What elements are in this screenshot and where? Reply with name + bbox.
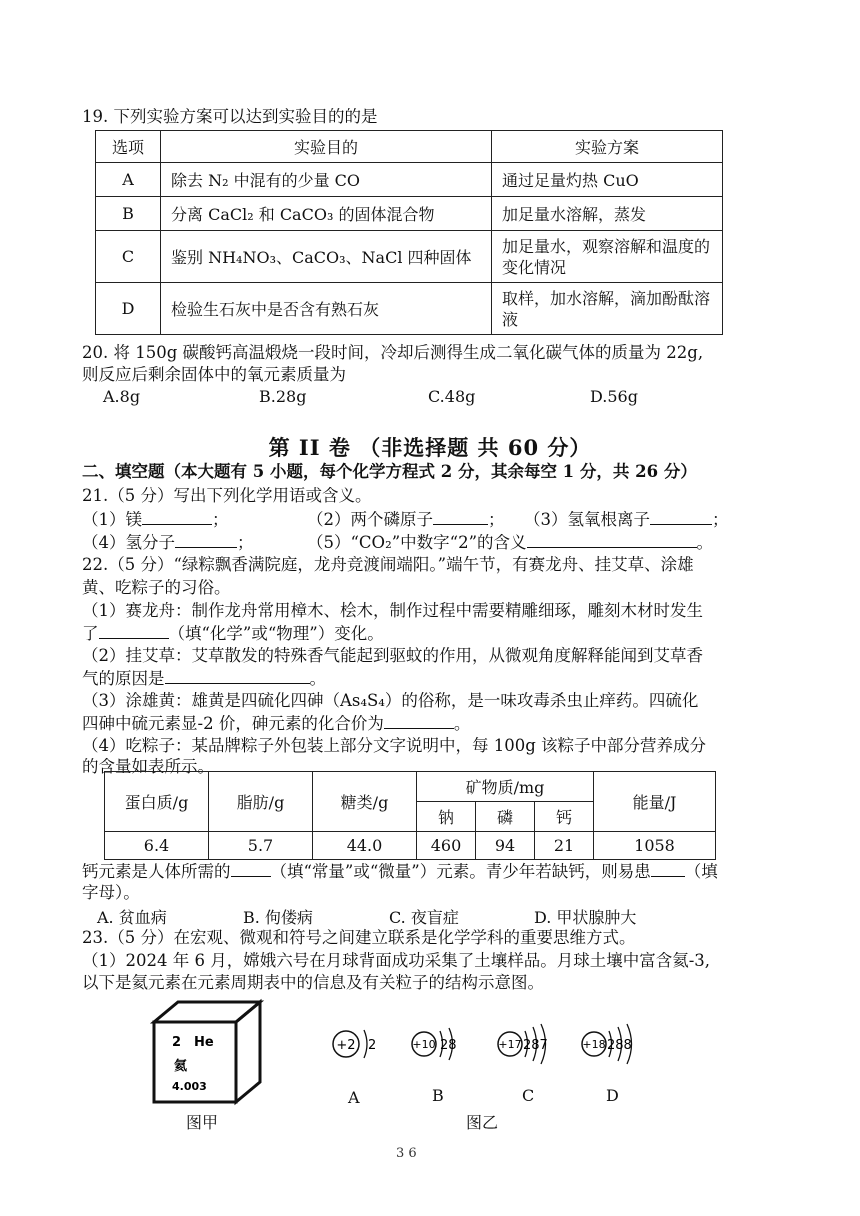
q20-stem-2: 则反应后剩余固体中的氧元素质量为 xyxy=(82,365,346,384)
q22-line-7: （3）涂雄黄：雄黄是四硫化四砷（As₄S₄）的俗称，是一味攻毒杀虫止痒药。四硫化 xyxy=(82,691,699,710)
answer-blank[interactable] xyxy=(384,712,454,729)
atom-label-c: C xyxy=(522,1086,535,1105)
atom-label-b: B xyxy=(432,1086,444,1105)
atom-label-d: D xyxy=(606,1086,619,1105)
svg-text:+17: +17 xyxy=(498,1038,522,1051)
q22-line-6: 气的原因是 。 xyxy=(82,669,326,688)
svg-text:+18: +18 xyxy=(582,1038,606,1051)
answer-blank[interactable] xyxy=(527,531,697,548)
atom-diagram-b xyxy=(410,1022,470,1066)
element-cube-figure xyxy=(150,998,266,1106)
q19-options-table xyxy=(95,130,723,335)
q20-choice-b: B.28g xyxy=(259,387,307,406)
table-header: 糖类/g xyxy=(313,772,417,832)
page-number: 3 6 xyxy=(396,1146,417,1161)
element-name: 氦 xyxy=(174,1059,188,1074)
answer-blank[interactable] xyxy=(165,667,310,684)
table-header: 钠 xyxy=(417,802,476,832)
q22-line-9: （4）吃粽子：某品牌粽子外包装上部分文字说明中，每 100g 该粽子中部分营养成分 xyxy=(82,736,707,755)
q22-choice-c: C. 夜盲症 xyxy=(389,908,459,927)
table-header: 磷 xyxy=(476,802,535,832)
table-header: 实验目的 xyxy=(161,131,492,163)
atom-diagram-a xyxy=(330,1022,390,1066)
q21-stem: 21.（5 分）写出下列化学用语或含义。 xyxy=(82,486,372,505)
table-header: 能量/J xyxy=(594,772,716,832)
element-number: 2 xyxy=(172,1035,182,1050)
q19-stem: 19. 下列实验方案可以达到实验目的的是 xyxy=(82,107,378,126)
figure-a-label: 图甲 xyxy=(186,1113,219,1132)
q22-line-2: 黄、吃粽子的习俗。 xyxy=(82,578,231,597)
q22-line-3: （1）赛龙舟：制作龙舟常用樟木、桧木，制作过程中需要精雕细琢，雕刻木材时发生 xyxy=(82,601,703,620)
table-header: 实验方案 xyxy=(492,131,723,163)
q22-line-1: 22.（5 分）“绿粽飘香满院庭，龙舟竞渡闹端阳。”端午节，有赛龙舟、挂艾草、涂雄 xyxy=(82,555,694,574)
svg-text:287: 287 xyxy=(523,1038,548,1053)
q22-line-4: 了 （填“化学”或“物理”）变化。 xyxy=(82,624,384,643)
answer-blank[interactable] xyxy=(433,508,488,525)
q22-line-11: 钙元素是人体所需的 （填“常量”或“微量”）元素。青少年若缺钙，则易患 （填 xyxy=(82,862,718,881)
q22-line-8: 四砷中硫元素显-2 价，砷元素的化合价为 。 xyxy=(82,714,471,733)
answer-blank[interactable] xyxy=(650,508,712,525)
q23-line-2: （1）2024 年 6 月，嫦娥六号在月球背面成功采集了土壤样品。月球土壤中富含氦-3, xyxy=(82,951,711,970)
answer-blank[interactable] xyxy=(99,622,169,639)
table-row: 6.4 5.7 44.0 460 94 21 1058 xyxy=(105,832,716,860)
atom-diagram-d xyxy=(580,1018,650,1066)
table-row: B 分离 CaCl₂ 和 CaCO₃ 的固体混合物 加足量水溶解，蒸发 xyxy=(96,197,723,231)
table-row: C 鉴别 NH₄NO₃、CaCO₃、NaCl 四种固体 加足量水，观察溶解和温度的变化情况 xyxy=(96,231,723,283)
table-header: 矿物质/mg xyxy=(417,772,594,802)
section-title: 第 II 卷 （非选择题 共 60 分） xyxy=(268,435,592,460)
table-header: 脂肪/g xyxy=(209,772,313,832)
q22-choice-d: D. 甲状腺肿大 xyxy=(534,908,637,927)
table-header: 选项 xyxy=(96,131,161,163)
q22-line-10: 的含量如表所示。 xyxy=(82,757,214,776)
figure-b-label: 图乙 xyxy=(466,1113,499,1132)
q20-stem-1: 20. 将 150g 碳酸钙高温煅烧一段时间，冷却后测得生成二氧化碳气体的质量为 22g, xyxy=(82,343,704,362)
nutrition-table xyxy=(104,771,716,860)
table-header: 钙 xyxy=(535,802,594,832)
q21-row-1: （1）镁 ； （2）两个磷原子 ； （3）氢氧根离子 ； xyxy=(82,510,729,529)
q22-line-5: （2）挂艾草：艾草散发的特殊香气能起到驱蚊的作用，从微观角度解释能闻到艾草香 xyxy=(82,646,703,665)
element-mass: 4.003 xyxy=(172,1080,207,1093)
svg-text:+2: +2 xyxy=(336,1038,356,1053)
q21-row-2: （4）氢分子 ； （5）“CO₂”中数字“2”的含义 。 xyxy=(82,533,714,552)
answer-blank[interactable] xyxy=(142,508,212,525)
atom-diagram-c xyxy=(496,1018,562,1066)
answer-blank[interactable] xyxy=(175,531,237,548)
svg-text:28: 28 xyxy=(440,1038,457,1053)
svg-text:2: 2 xyxy=(368,1038,377,1053)
q22-choice-b: B. 佝偻病 xyxy=(243,908,313,927)
q20-choice-d: D.56g xyxy=(590,387,638,406)
answer-blank[interactable] xyxy=(651,860,685,877)
q22-choice-a: A. 贫血病 xyxy=(97,908,167,927)
table-row: D 检验生石灰中是否含有熟石灰 取样，加水溶解，滴加酚酞溶液 xyxy=(96,283,723,335)
atom-label-a: A xyxy=(348,1088,360,1107)
q23-line-3: 以下是氦元素在元素周期表中的信息及有关粒子的结构示意图。 xyxy=(82,973,544,992)
svg-text:288: 288 xyxy=(607,1038,632,1053)
q23-line-1: 23.（5 分）在宏观、微观和符号之间建立联系是化学学科的重要思维方式。 xyxy=(82,928,636,947)
section-subtitle: 二、填空题（本大题有 5 小题，每个化学方程式 2 分，其余每空 1 分，共 26 分） xyxy=(82,462,697,481)
q20-choice-a: A.8g xyxy=(103,387,141,406)
q22-line-12: 字母）。 xyxy=(82,883,140,902)
table-header: 蛋白质/g xyxy=(105,772,209,832)
element-symbol: He xyxy=(194,1035,214,1050)
table-row: A 除去 N₂ 中混有的少量 CO 通过足量灼热 CuO xyxy=(96,163,723,197)
q20-choice-c: C.48g xyxy=(428,387,476,406)
svg-text:+10: +10 xyxy=(412,1038,436,1051)
answer-blank[interactable] xyxy=(231,860,271,877)
